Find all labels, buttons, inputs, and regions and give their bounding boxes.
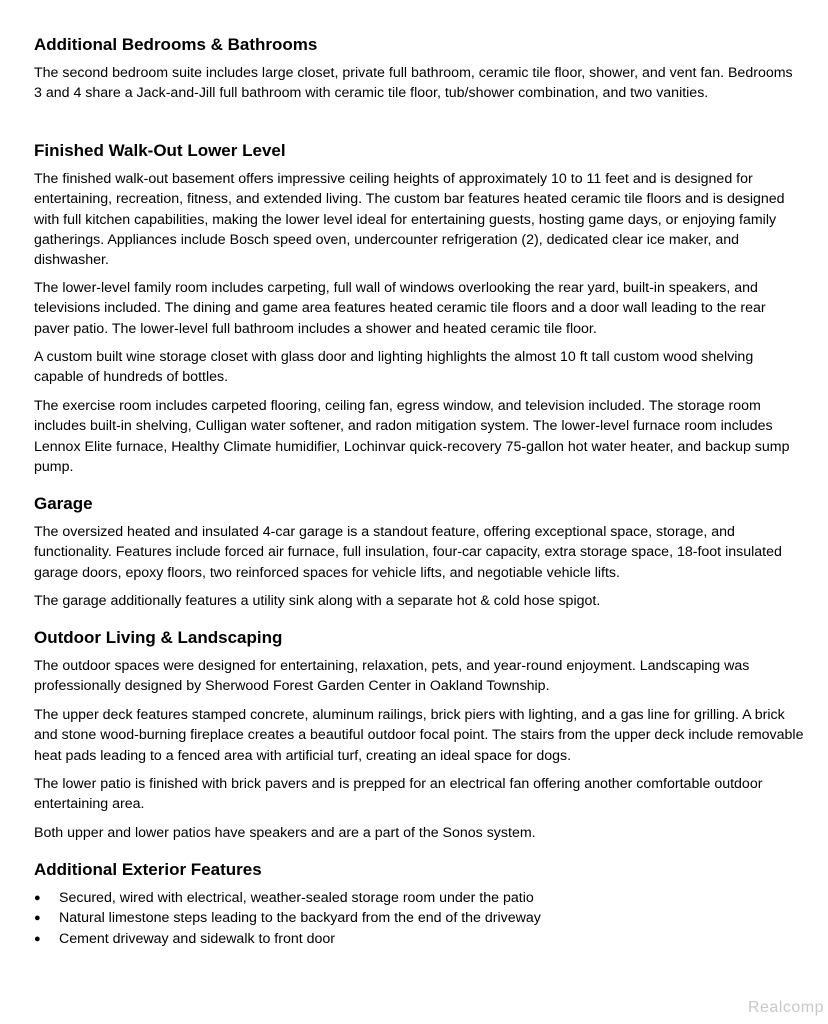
list-item: ● Secured, wired with electrical, weather-sealed storage room under the patio bbox=[34, 888, 804, 908]
paragraph: The second bedroom suite includes large closet, private full bathroom, ceramic tile floor, shower, and vent fan. Bedrooms 3 and 4 share a Jack-and-Jill full bathroom with ceramic tile floor, tub/shower combination, and two vanities. bbox=[34, 65, 793, 102]
paragraph: The lower-level family room includes carpeting, full wall of windows overlooking the rear yard, built-in speakers, and televisions included. The dining and game area features heated ceramic tile floors and a door wall leading to the rear paver patio. The lower-level full bathroom includes a shower and heated ceramic tile floor. bbox=[34, 280, 766, 337]
paragraph: The outdoor spaces were designed for entertaining, relaxation, pets, and year-round enjoyment. Landscaping was professionally designed by Sherwood Forest Garden Center in Oakland Township. bbox=[34, 658, 750, 695]
section-heading-exterior: Additional Exterior Features bbox=[34, 860, 262, 879]
bullet-list bbox=[34, 888, 804, 949]
paragraph: The exercise room includes carpeted flooring, ceiling fan, egress window, and television included. The storage room includes built-in shelving, Culligan water softener, and radon mitigation system. The lower-level furnace room includes Lennox Elite furnace, Healthy Climate humidifier, Lochinvar quick-recovery 75-gallon hot water heater, and backup sump pump. bbox=[34, 398, 790, 475]
section-heading-outdoor: Outdoor Living & Landscaping bbox=[34, 628, 283, 647]
paragraph: The upper deck features stamped concrete, aluminum railings, brick piers with lighting, and a gas line for grilling. A brick and stone wood-burning fireplace creates a beautiful outdoor focal point. The stairs from the upper deck include removable heat pads leading to a fenced area with artificial turf, creating an ideal space for dogs. bbox=[34, 707, 804, 764]
section-heading-lower-level: Finished Walk-Out Lower Level bbox=[34, 141, 286, 160]
paragraph: A custom built wine storage closet with glass door and lighting highlights the almost 10 ft tall custom wood shelving capable of hundreds of bottles. bbox=[34, 349, 754, 386]
paragraph: The lower patio is finished with brick pavers and is prepped for an electrical fan offering another comfortable outdoor entertaining area. bbox=[34, 776, 763, 813]
list-item: ● Cement driveway and sidewalk to front door bbox=[34, 929, 804, 949]
realcomp-watermark: Realcomp bbox=[747, 999, 824, 1016]
section-heading-bedrooms: Additional Bedrooms & Bathrooms bbox=[34, 35, 318, 54]
section-heading-garage: Garage bbox=[34, 494, 93, 513]
list-item: ● Natural limestone steps leading to the backyard from the end of the driveway bbox=[34, 908, 804, 928]
paragraph: The oversized heated and insulated 4-car garage is a standout feature, offering exceptional space, storage, and functionality. Features include forced air furnace, full insulation, four-car capacity, extra storage space, 18-foot insulated garage doors, epoxy floors, two reinforced spaces for vehicle lifts, and negotiable vehicle lifts. bbox=[34, 524, 782, 581]
paragraph: The garage additionally features a utility sink along with a separate hot & cold hose spigot. bbox=[34, 593, 601, 609]
paragraph: Both upper and lower patios have speakers and are a part of the Sonos system. bbox=[34, 825, 536, 841]
paragraph: The finished walk-out basement offers impressive ceiling heights of approximately 10 to 11 feet and is designed for entertaining, recreation, fitness, and extended living. The custom bar features heated ceramic tile floors and is designed with full kitchen capabilities, making the lower level ideal for entertaining guests, hosting game days, or enjoying family gatherings. Appliances include Bosch speed oven, undercounter refrigeration (2), dedicated clear ice maker, and dishwasher. bbox=[34, 171, 785, 269]
